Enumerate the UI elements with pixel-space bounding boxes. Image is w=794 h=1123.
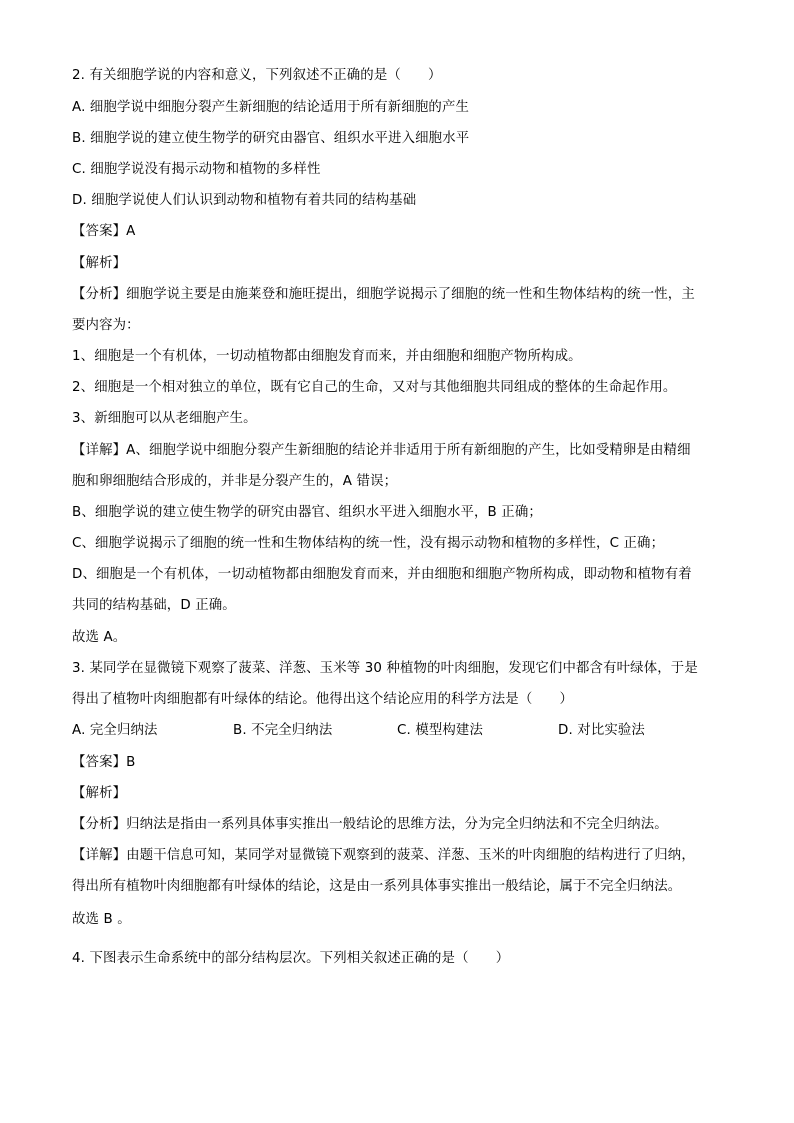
q2-option-a: A. 细胞学说中细胞分裂产生新细胞的结论适用于所有新细胞的产生 — [72, 100, 470, 115]
q2-fenxi-line-2: 要内容为： — [72, 318, 140, 333]
q2-option-b: B. 细胞学说的建立使生物学的研究由器官、组织水平进入细胞水平 — [72, 131, 470, 146]
q3-xiangjie-line-2: 得出所有植物叶肉细胞都有叶绿体的结论，这是由一系列具体事实推出一般结论，属于不完全归纳法。 — [72, 879, 682, 894]
q2-xiangjie-line-2: 胞和卵细胞结合形成的，并非是分裂产生的，A 错误； — [72, 474, 398, 489]
q2-xiangjie-line-1: 【详解】A、细胞学说中细胞分裂产生新细胞的结论并非适用于所有新细胞的产生，比如受精卵是由精细 — [72, 443, 691, 458]
q3-fenxi: 【分析】归纳法是指由一系列具体事实推出一般结论的思维方法，分为完全归纳法和不完全归纳法。 — [72, 817, 668, 832]
q2-conclusion: 故选 A。 — [72, 630, 127, 645]
q2-fenxi-line-1: 【分析】细胞学说主要是由施莱登和施旺提出，细胞学说揭示了细胞的统一性和生物体结构的统一性，主 — [72, 287, 695, 302]
q2-xiangjie-d-line-1: D、细胞是一个有机体，一切动植物都由细胞发育而来，并由细胞和细胞产物所构成，即动物和植物有着 — [72, 567, 692, 582]
q3-stem-line-2: 得出了植物叶肉细胞都有叶绿体的结论。他得出这个结论应用的科学方法是（ ） — [72, 692, 574, 707]
q2-point-1: 1、细胞是一个有机体，一切动植物都由细胞发育而来，并由细胞和细胞产物所构成。 — [72, 349, 582, 364]
q2-analysis-label: 【解析】 — [72, 256, 127, 271]
q2-stem: 2. 有关细胞学说的内容和意义，下列叙述不正确的是（ ） — [72, 68, 442, 83]
q3-option-d: D. 对比实验法 — [558, 723, 645, 738]
q3-analysis-label: 【解析】 — [72, 786, 127, 801]
q2-xiangjie-d-line-2: 共同的结构基础，D 正确。 — [72, 598, 236, 613]
q3-answer: 【答案】B — [72, 755, 136, 770]
q3-options-row — [72, 722, 732, 740]
q3-option-c: C. 模型构建法 — [397, 723, 484, 738]
q3-xiangjie-line-1: 【详解】由题干信息可知，某同学对显微镜下观察到的菠菜、洋葱、玉米的叶肉细胞的结构进行了归纳， — [72, 848, 695, 863]
q2-point-3: 3、新细胞可以从老细胞产生。 — [72, 411, 257, 426]
q2-point-2: 2、细胞是一个相对独立的单位，既有它自己的生命，又对与其他细胞共同组成的整体的生命起作用。 — [72, 380, 677, 395]
q2-option-c: C. 细胞学说没有揭示动物和植物的多样性 — [72, 162, 321, 177]
q3-option-a: A. 完全归纳法 — [72, 723, 158, 738]
q2-xiangjie-c: C、细胞学说揭示了细胞的统一性和生物体结构的统一性，没有揭示动物和植物的多样性，C 正确； — [72, 536, 665, 551]
q3-option-b: B. 不完全归纳法 — [233, 723, 333, 738]
q2-xiangjie-b: B、细胞学说的建立使生物学的研究由器官、组织水平进入细胞水平，B 正确； — [72, 505, 542, 520]
q2-answer: 【答案】A — [72, 224, 136, 239]
q3-stem-line-1: 3. 某同学在显微镜下观察了菠菜、洋葱、玉米等 30 种植物的叶肉细胞，发现它们中都含有叶绿体，于是 — [72, 661, 698, 676]
q2-option-d: D. 细胞学说使人们认识到动物和植物有着共同的结构基础 — [72, 193, 417, 208]
q3-conclusion: 故选 B 。 — [72, 912, 131, 927]
q4-stem: 4. 下图表示生命系统中的部分结构层次。下列相关叙述正确的是（ ） — [72, 951, 510, 966]
